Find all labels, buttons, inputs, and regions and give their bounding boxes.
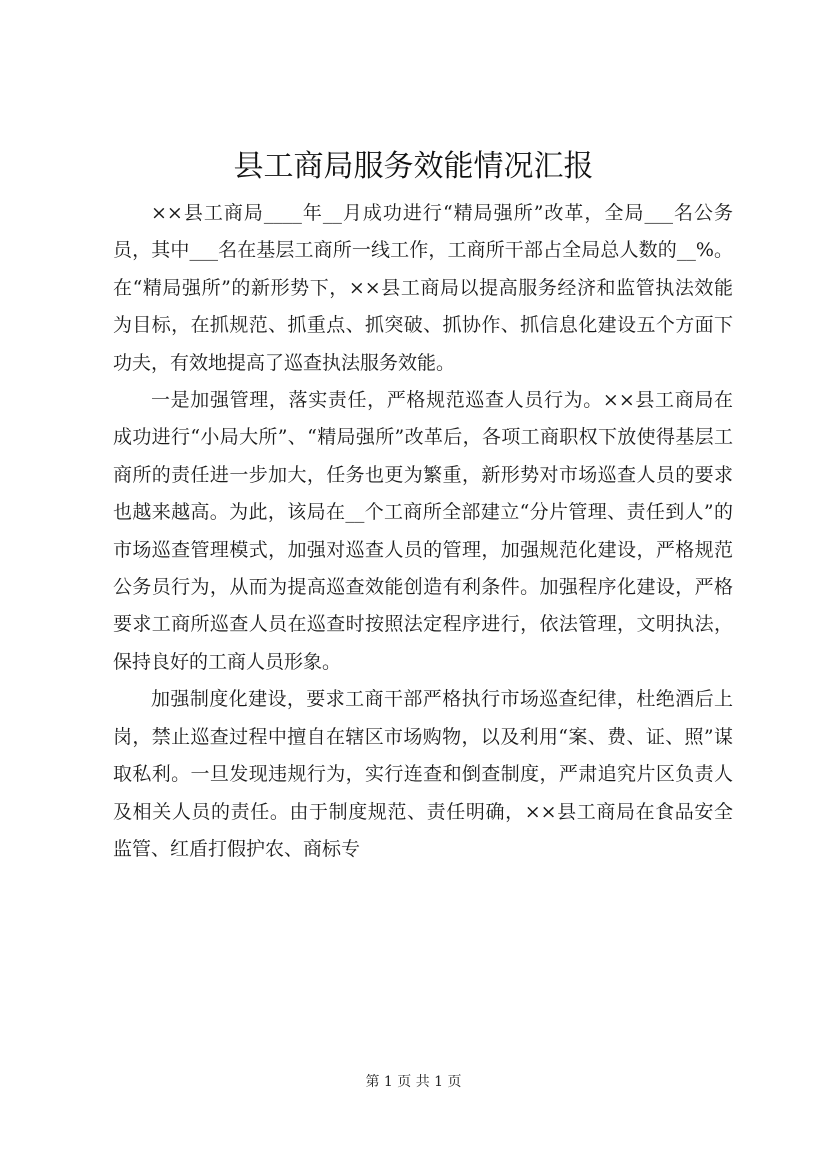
page-footer: 第 1 页 共 1 页: [365, 1074, 462, 1090]
paragraph-3: 加强制度化建设，要求工商干部严格执行市场巡查纪律，杜绝酒后上岗，禁止巡查过程中擅自在辖区市场购物，以及利用“案、费、证、照”谋取私利。一旦发现违规行为，实行连查和倒查制度，严肃追究片区负责人及相关人员的责任。由于制度规范、责任明确，××县工商局在食品安全监管、红盾打假护农、商标专: [113, 688, 733, 860]
document-body: [113, 195, 733, 868]
paragraph-1: ××县工商局____年__月成功进行“精局强所”改革，全局___名公务员，其中___名在基层工商所一线工作，工商所干部占全局总人数的__%。在“精局强所”的新形势下，××县工商局以提高服务经济和监管执法效能为目标，在抓规范、抓重点、抓突破、抓协作、抓信息化建设五个方面下功夫，有效地提高了巡查执法服务效能。: [113, 202, 733, 374]
document-title: 县工商局服务效能情况汇报: [233, 149, 594, 184]
paragraph-2: 一是加强管理，落实责任，严格规范巡查人员行为。××县工商局在成功进行“小局大所”、“精局强所”改革后，各项工商职权下放使得基层工商所的责任进一步加大，任务也更为繁重，新形势对市场巡查人员的要求也越来越高。为此，该局在__个工商所全部建立“分片管理、责任到人”的市场巡查管理模式，加强对巡查人员的管理，加强规范化建设，严格规范公务员行为，从而为提高巡查效能创造有利条件。加强程序化建设，严格要求工商所巡查人员在巡查时按照法定程序进行，依法管理，文明执法，保持良好的工商人员形象。: [113, 389, 733, 673]
